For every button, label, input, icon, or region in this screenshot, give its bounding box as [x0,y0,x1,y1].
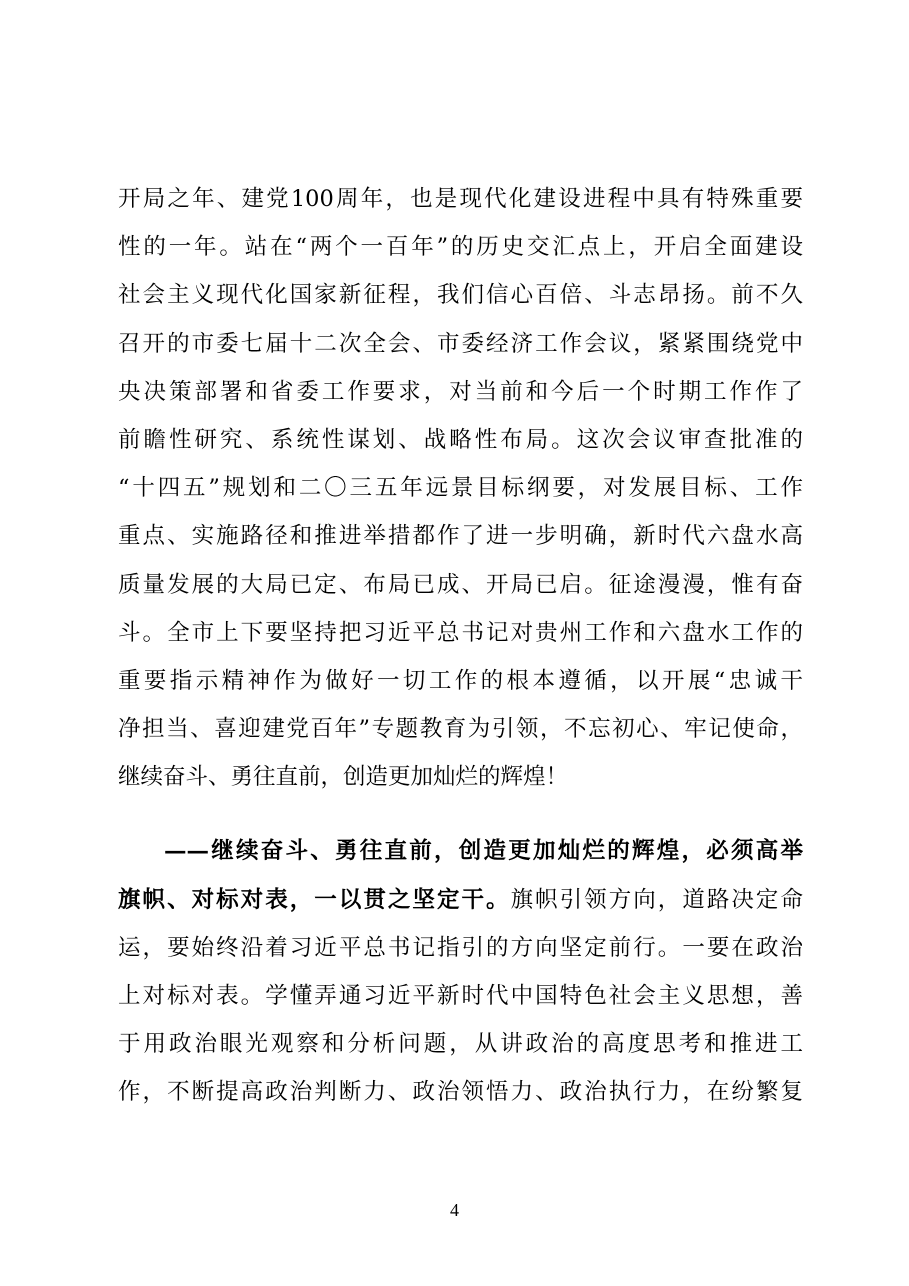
text-line: 前瞻性研究、系统性谋划、战略性布局。这次会议审查批准的 [118,426,803,453]
text-line: 重要指示精神作为做好一切工作的根本遵循，以开展“忠诚干 [118,667,803,694]
paragraph-1 [118,184,803,810]
text-line: 上对标对表。学懂弄通习近平新时代中国特色社会主义思想，善 [118,983,803,1009]
text-line: 央决策部署和省委工作要求，对当前和今后一个时期工作作了 [118,378,803,405]
body-text [118,184,803,1126]
section-heading-line: ——继续奋斗、勇往直前，创造更加灿烂的辉煌，必须高举 [164,838,803,865]
text-line: 于用政治眼光观察和分析问题，从讲政治的高度思考和推进工 [118,1031,803,1058]
paragraph-2 [118,836,803,1125]
section-heading-text: 旗帜、对标对表，一以贯之坚定干。 [118,886,511,913]
text-line: 开局之年、建党100周年，也是现代化建设进程中具有特殊重要 [118,186,803,212]
text-line [118,885,803,933]
text-line: 性的一年。站在“两个一百年”的历史交汇点上，开启全面建设 [118,234,803,261]
text-line: 运，要始终沿着习近平总书记指引的方向坚定前行。一要在政治 [118,934,803,961]
page-number: 4 [450,1200,459,1220]
text-line: 作，不断提高政治判断力、政治领悟力、政治执行力，在纷繁复 [118,1079,803,1106]
text-line: 召开的市委七届十二次全会、市委经济工作会议，紧紧围绕党中 [118,330,803,357]
text-line: 重点、实施路径和推进举措都作了进一步明确，新时代六盘水高 [118,523,803,550]
text-line: 社会主义现代化国家新征程，我们信心百倍、斗志昂扬。前不久 [118,282,803,309]
text-line: 斗。全市上下要坚持把习近平总书记对贵州工作和六盘水工作的 [118,619,803,646]
text-run: 旗帜引领方向，道路决定命 [510,886,803,913]
text-line: “十四五”规划和二〇三五年远景目标纲要，对发展目标、工作 [118,475,803,502]
text-line: 质量发展的大局已定、布局已成、开局已启。征途漫漫，惟有奋 [118,571,803,598]
text-line: 净担当、喜迎建党百年”专题教育为引领，不忘初心、牢记使命， [118,716,803,743]
paragraph-gap [118,810,803,836]
text-line: 继续奋斗、勇往直前，创造更加灿烂的辉煌！ [118,764,569,791]
